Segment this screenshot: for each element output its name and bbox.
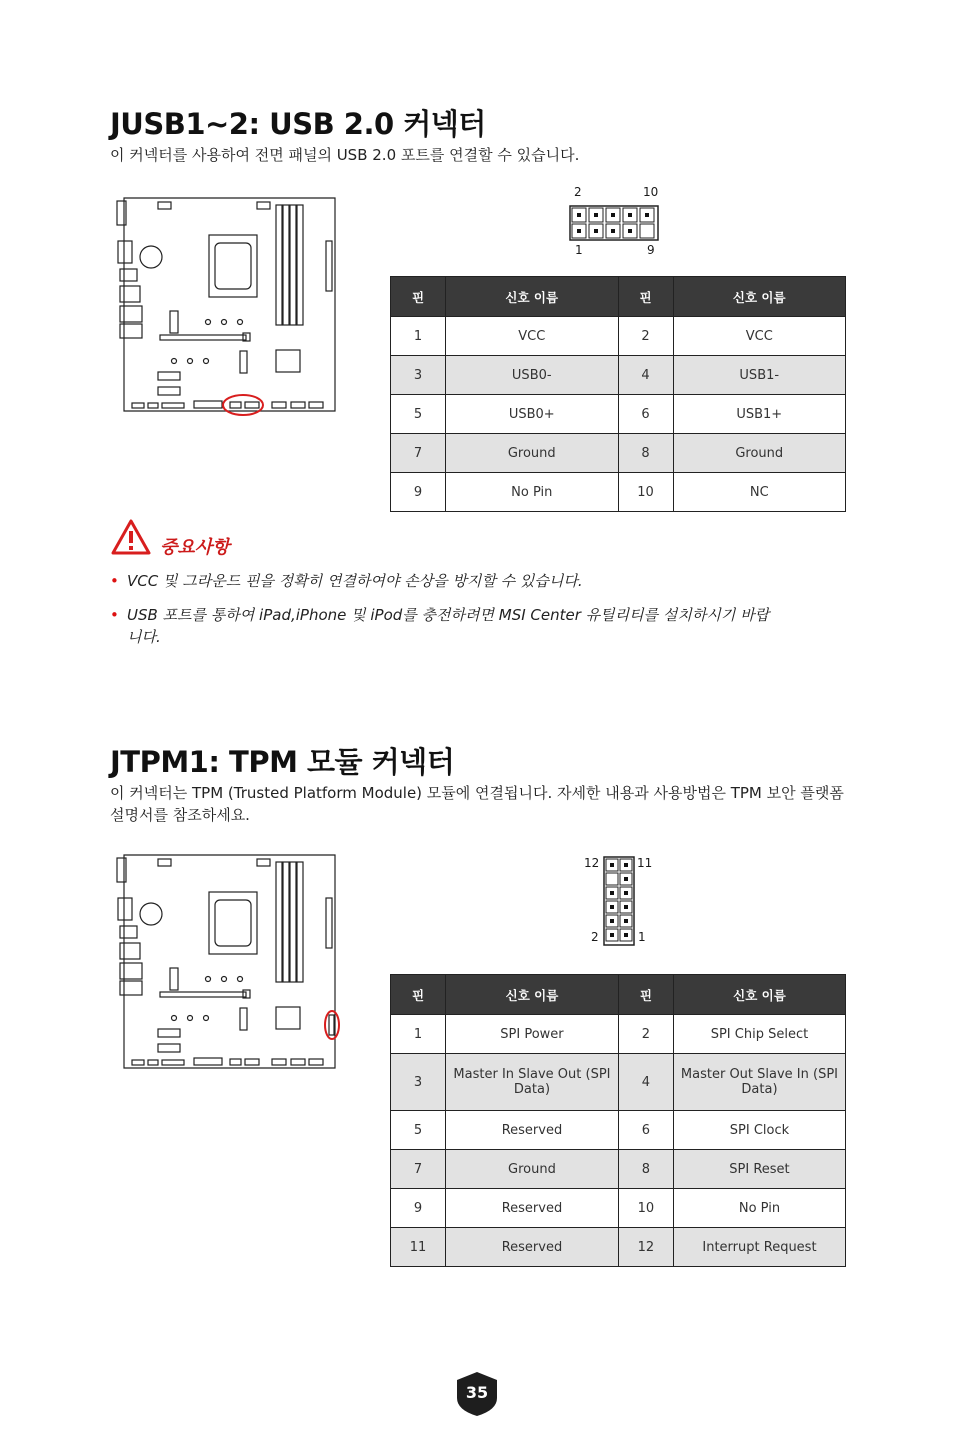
pin-cell: 5 <box>391 1111 446 1150</box>
tpm-intro-text: 이 커넥터는 TPM (Trusted Platform Module) 모듈에 연결됩니다. 자세한 내용과 사용방법은 TPM 보안 플랫폼 설명서를 참조하세요. <box>110 784 844 824</box>
pin-cell: 7 <box>391 434 446 473</box>
table-row <box>391 395 846 434</box>
table-row <box>391 1189 846 1228</box>
pin-cell: 7 <box>391 1150 446 1189</box>
tpm-pin-label-top-left: 12 <box>584 856 600 870</box>
signal-cell: USB0- <box>446 356 619 395</box>
header-pin: 핀 <box>618 975 673 1015</box>
page-number: 35 <box>465 1383 489 1402</box>
bullet-icon: • <box>110 572 119 590</box>
header-signal: 신호 이름 <box>673 975 845 1015</box>
bullet-icon: • <box>110 606 119 624</box>
pin-cell: 9 <box>391 473 446 512</box>
table-row <box>391 434 846 473</box>
section-title-usb: JUSB1~2: USB 2.0 커넥터 <box>110 107 486 141</box>
motherboard-diagram-tpm <box>110 850 342 1075</box>
important-note-list <box>110 570 770 660</box>
signal-cell: Ground <box>673 434 846 473</box>
signal-cell: SPI Chip Select <box>673 1015 845 1054</box>
list-item: • USB 포트를 통하여 iPad,iPhone 및 iPod를 충전하려면 MSI Center 유틸리티를 설치하시기 바랍니다. <box>110 606 770 646</box>
signal-cell: Master Out Slave In (SPI Data) <box>673 1054 845 1111</box>
pin-cell: 8 <box>618 1150 673 1189</box>
pin-cell: 9 <box>391 1189 446 1228</box>
pin-cell: 10 <box>618 473 673 512</box>
signal-cell: Interrupt Request <box>673 1228 845 1267</box>
table-header-row <box>391 975 846 1015</box>
pin-cell: 10 <box>618 1189 673 1228</box>
tpm-pin-label-bottom-right: 1 <box>638 930 646 944</box>
signal-cell: Ground <box>446 1150 619 1189</box>
tpm-pin-header-icon <box>603 856 635 946</box>
signal-cell: No Pin <box>673 1189 845 1228</box>
section-title-tpm: JTPM1: TPM 모듈 커넥터 <box>110 745 455 779</box>
pin-cell: 3 <box>391 1054 446 1111</box>
signal-cell: USB1+ <box>673 395 846 434</box>
pin-cell: 8 <box>618 434 673 473</box>
table-row <box>391 1054 846 1111</box>
table-row <box>391 1111 846 1150</box>
table-row <box>391 356 846 395</box>
list-item: • VCC 및 그라운드 핀을 정확히 연결하여야 손상을 방지할 수 있습니다. <box>110 572 583 590</box>
header-pin: 핀 <box>391 277 446 317</box>
tpm-pin-table <box>390 974 846 1267</box>
page-number-badge <box>457 1372 497 1416</box>
signal-cell: No Pin <box>446 473 619 512</box>
signal-cell: Master In Slave Out (SPI Data) <box>446 1054 619 1111</box>
usb-pin-header-icon <box>569 205 659 241</box>
signal-cell: Reserved <box>446 1228 619 1267</box>
pin-cell: 12 <box>618 1228 673 1267</box>
tpm-pin-label-bottom-left: 2 <box>591 930 599 944</box>
tpm-pin-label-top-right: 11 <box>637 856 653 870</box>
signal-cell: Reserved <box>446 1111 619 1150</box>
usb-pin-label-bottom-right: 9 <box>647 243 655 257</box>
signal-cell: SPI Clock <box>673 1111 845 1150</box>
motherboard-diagram-usb <box>110 193 342 418</box>
signal-cell: Reserved <box>446 1189 619 1228</box>
pin-cell: 6 <box>618 1111 673 1150</box>
table-header-row <box>391 277 846 317</box>
table-row <box>391 1015 846 1054</box>
pin-cell: 1 <box>391 1015 446 1054</box>
signal-cell: Ground <box>446 434 619 473</box>
highlight-jusb <box>223 395 263 415</box>
usb-intro-text: 이 커넥터를 사용하여 전면 패널의 USB 2.0 포트를 연결할 수 있습니다. <box>110 146 580 164</box>
signal-cell: VCC <box>446 317 619 356</box>
pin-cell: 4 <box>618 356 673 395</box>
header-signal: 신호 이름 <box>673 277 846 317</box>
usb-pin-label-top-right: 10 <box>643 185 659 199</box>
pin-cell: 1 <box>391 317 446 356</box>
header-pin: 핀 <box>391 975 446 1015</box>
important-note-title: 중요사항 <box>160 537 230 558</box>
signal-cell: SPI Reset <box>673 1150 845 1189</box>
signal-cell: USB1- <box>673 356 846 395</box>
usb-pin-label-top-left: 2 <box>574 185 582 199</box>
pin-cell: 11 <box>391 1228 446 1267</box>
warning-icon <box>110 518 152 556</box>
table-row <box>391 1228 846 1267</box>
signal-cell: USB0+ <box>446 395 619 434</box>
signal-cell: VCC <box>673 317 846 356</box>
table-row <box>391 473 846 512</box>
pin-cell: 4 <box>618 1054 673 1111</box>
signal-cell: NC <box>673 473 846 512</box>
pin-cell: 3 <box>391 356 446 395</box>
header-pin: 핀 <box>618 277 673 317</box>
table-row <box>391 1150 846 1189</box>
pin-cell: 2 <box>618 1015 673 1054</box>
pin-cell: 6 <box>618 395 673 434</box>
pin-cell: 2 <box>618 317 673 356</box>
usb-pin-table <box>390 276 846 512</box>
header-signal: 신호 이름 <box>446 975 619 1015</box>
table-row <box>391 317 846 356</box>
signal-cell: SPI Power <box>446 1015 619 1054</box>
usb-pin-label-bottom-left: 1 <box>575 243 583 257</box>
pin-cell: 5 <box>391 395 446 434</box>
header-signal: 신호 이름 <box>446 277 619 317</box>
